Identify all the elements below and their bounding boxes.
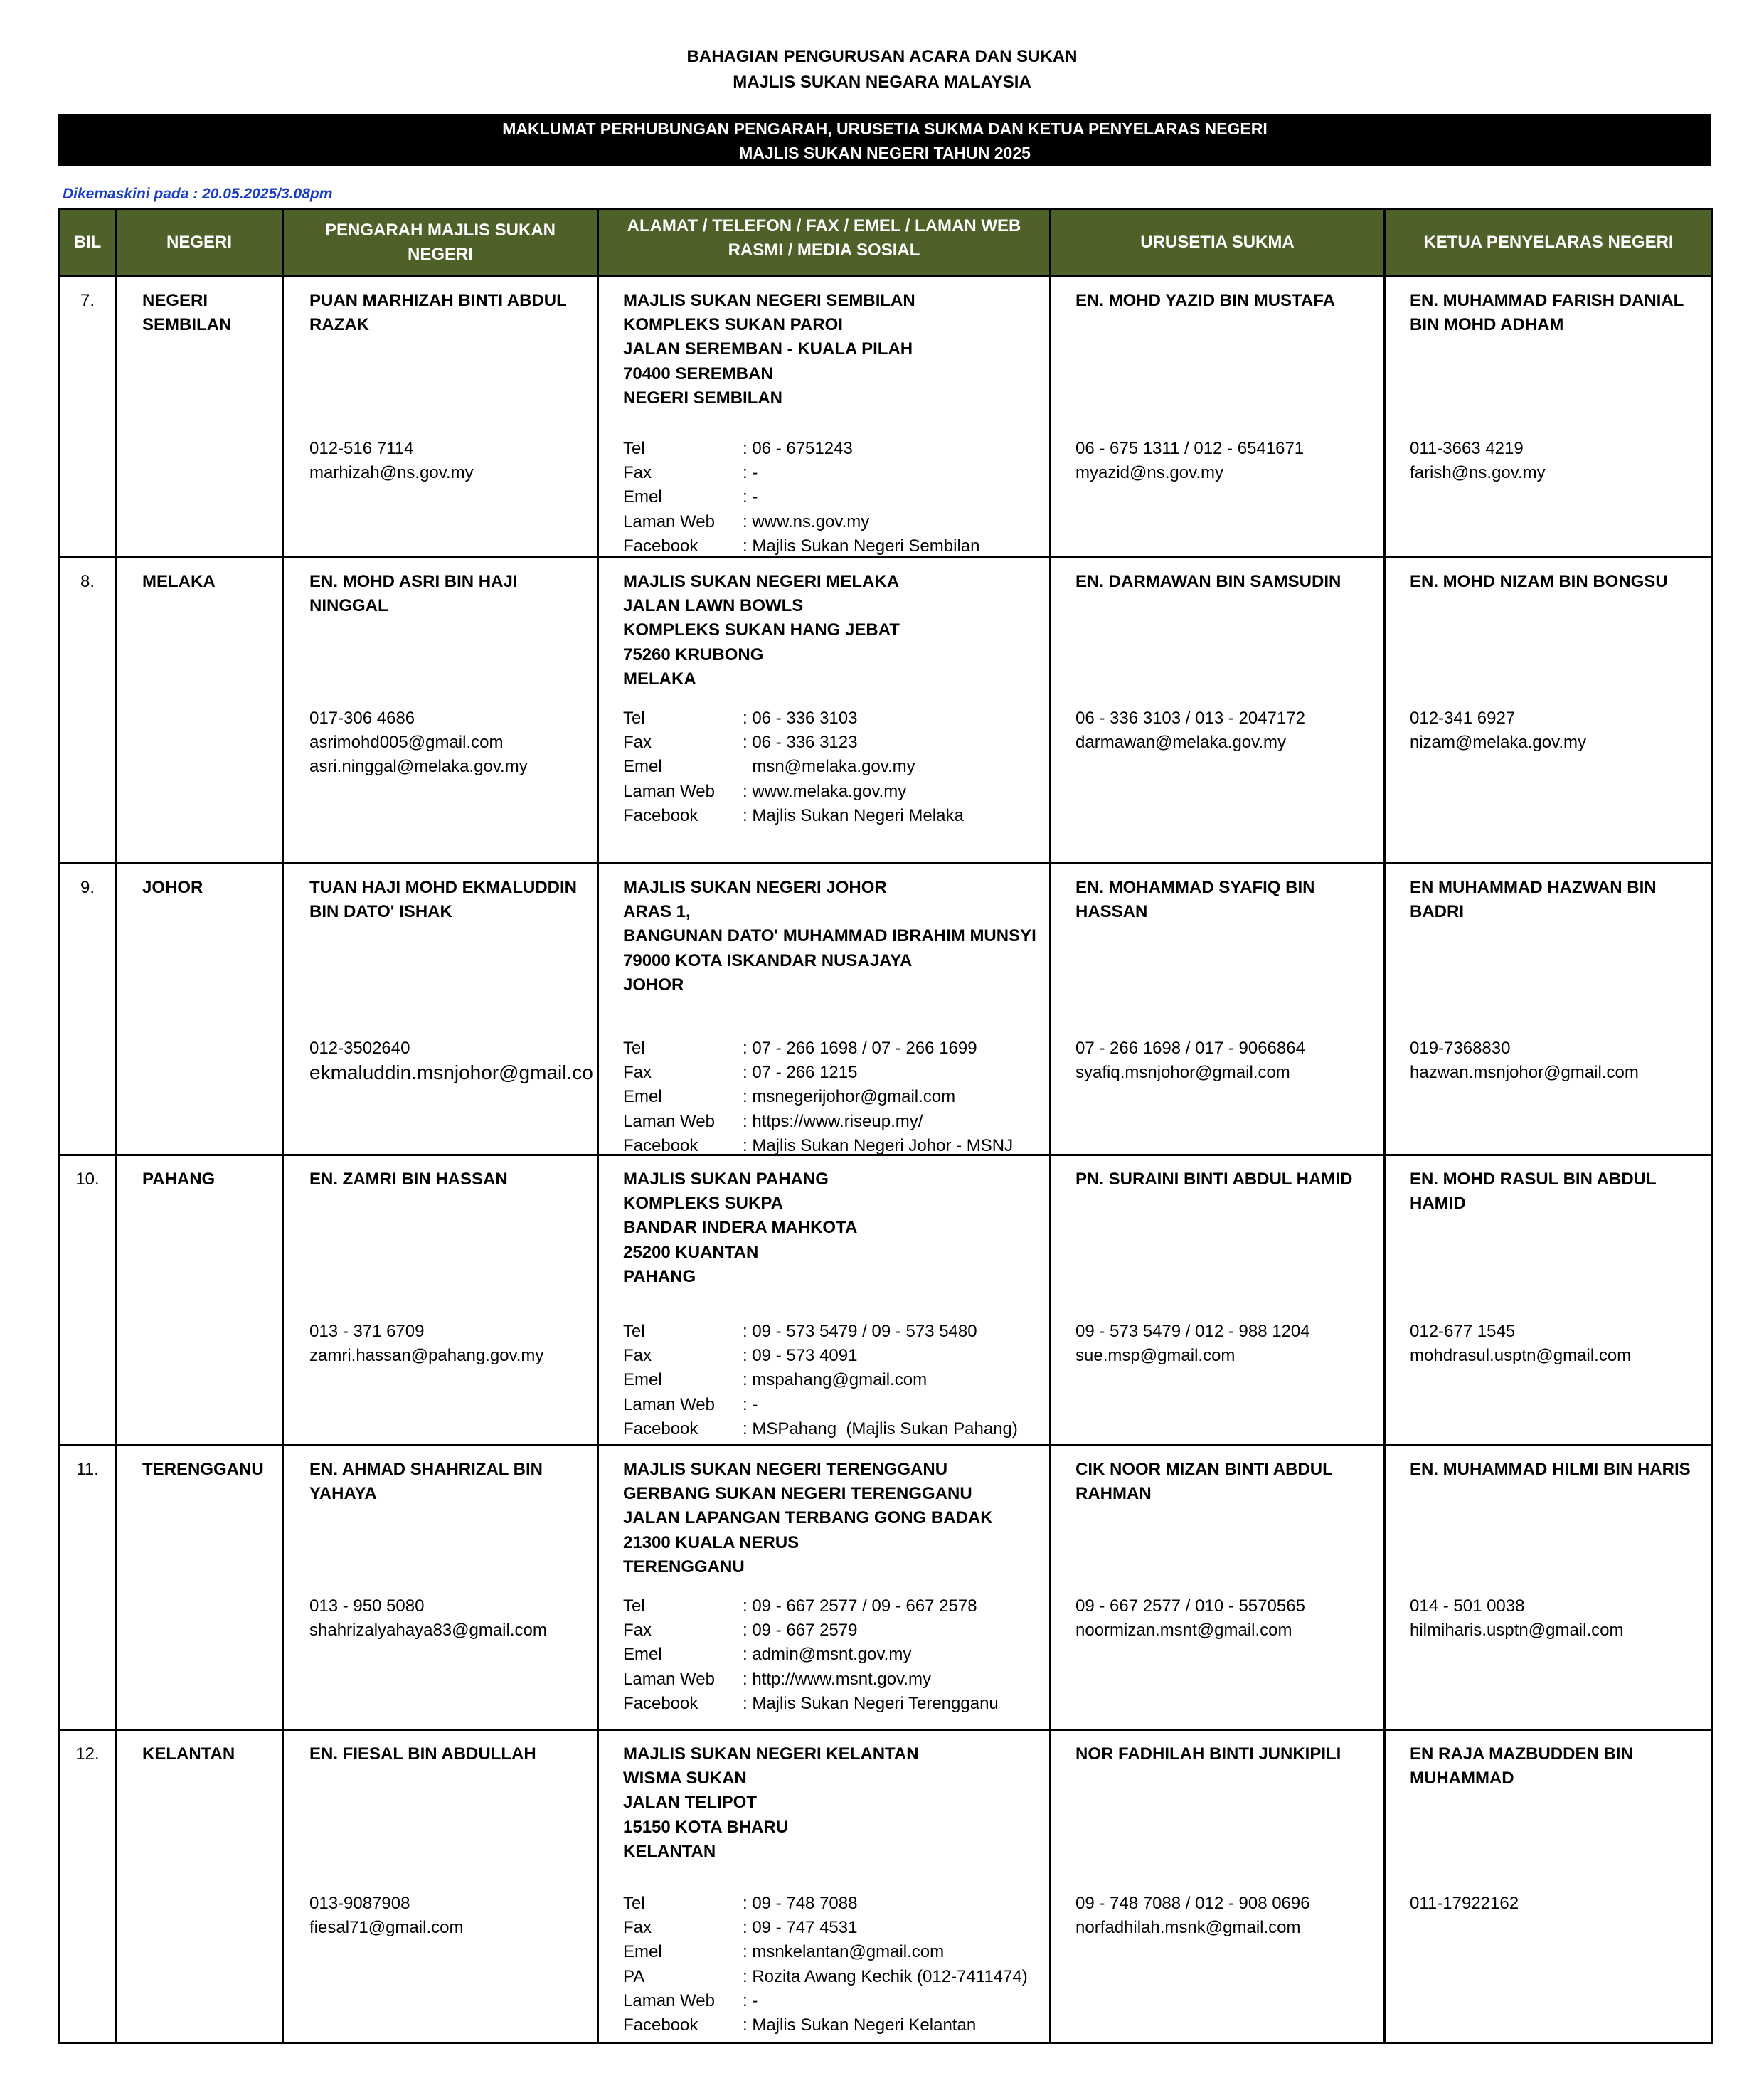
ketua-contact-line: mohdrasul.usptn@gmail.com — [1410, 1346, 1632, 1366]
contact-line — [623, 804, 964, 828]
cell-pengarah — [283, 558, 598, 864]
cell-bil — [60, 1446, 116, 1730]
cell-bil — [60, 1730, 116, 2043]
address-line: JOHOR — [623, 975, 684, 995]
contact-label: Fax — [623, 1063, 652, 1083]
address-line: JALAN TELIPOT — [623, 1793, 758, 1813]
pengarah-contact-line: asrimohd005@gmail.com — [309, 733, 504, 753]
ketua-contact-line: 014 - 501 0038 — [1410, 1596, 1525, 1616]
cell-negeri — [116, 864, 283, 1155]
ketua-name: EN. MUHAMMAD HILMI BIN HARIS — [1410, 1460, 1691, 1479]
last-updated: Dikemaskini pada : 20.05.2025/3.08pm — [63, 186, 333, 202]
contact-value: : Majlis Sukan Negeri Johor - MSNJ — [743, 1135, 1014, 1155]
pengarah-contact-line: asri.ninggal@melaka.gov.my — [309, 757, 528, 777]
ketua-contact-line: 011-17922162 — [1410, 1894, 1519, 1913]
contact-value: : www.ns.gov.my — [743, 512, 870, 531]
ketua-contact-line: hazwan.msnjohor@gmail.com — [1410, 1063, 1639, 1083]
pengarah-contact — [309, 1320, 543, 1368]
contact-line — [623, 1085, 1013, 1109]
cell-pengarah — [283, 277, 598, 558]
contact-line — [623, 1916, 1028, 1940]
address-block — [623, 1167, 1042, 1289]
contact-line — [623, 755, 964, 779]
address-line: 15150 KOTA BHARU — [623, 1817, 789, 1837]
alamat-contacts — [623, 706, 964, 828]
table-row — [60, 277, 1713, 558]
cell-urusetia — [1051, 558, 1385, 864]
cell-pengarah — [283, 864, 598, 1155]
address-line: GERBANG SUKAN NEGERI TERENGGANU — [623, 1484, 972, 1504]
alamat-block — [599, 864, 1049, 1153]
cell-alamat — [598, 1730, 1051, 2043]
address-line: MAJLIS SUKAN NEGERI MELAKA — [623, 572, 900, 591]
cell-pengarah — [283, 1446, 598, 1730]
ketua-contact-line: farish@ns.gov.my — [1410, 463, 1546, 483]
bil-value: 8. — [80, 572, 95, 591]
contact-value: : 06 - 336 3123 — [743, 733, 858, 753]
contact-label: Facebook — [623, 2015, 698, 2035]
cell-bil — [60, 864, 116, 1155]
urusetia-contact-line: 07 - 266 1698 / 017 - 9066864 — [1075, 1039, 1305, 1058]
pengarah-block — [284, 1446, 597, 1728]
contact-line — [623, 461, 979, 485]
cell-bil — [60, 1155, 116, 1446]
contact-value: : msnegerijohor@gmail.com — [743, 1087, 956, 1107]
contact-line — [623, 1965, 1028, 1989]
alamat-contacts — [623, 1892, 1028, 2037]
contact-value: : 09 - 573 4091 — [743, 1346, 858, 1366]
ketua-block — [1386, 1156, 1711, 1443]
cell-ketua — [1385, 1446, 1713, 1730]
contact-line — [623, 1134, 1013, 1158]
cell-negeri — [116, 1155, 283, 1446]
contact-value: : 06 - 336 3103 — [743, 709, 858, 728]
table-row — [60, 1155, 1713, 1446]
address-line: MELAKA — [623, 669, 696, 689]
address-line: 79000 KOTA ISKANDAR NUSAJAYA — [623, 950, 913, 970]
alamat-block — [599, 1446, 1049, 1728]
contact-line — [623, 510, 979, 534]
ketua-contact-line: 012-677 1545 — [1410, 1322, 1516, 1341]
urusetia-contact — [1075, 1320, 1310, 1368]
contact-value: : admin@msnt.gov.my — [743, 1645, 912, 1665]
contact-label: Emel — [623, 1645, 662, 1665]
cell-negeri — [116, 1730, 283, 2043]
pengarah-contact-line: 013 - 371 6709 — [309, 1322, 425, 1341]
pengarah-block — [284, 1731, 597, 2041]
contact-value: : - — [743, 1394, 758, 1414]
urusetia-contact — [1075, 437, 1304, 485]
address-line: MAJLIS SUKAN NEGERI JOHOR — [623, 878, 887, 897]
address-line: ARAS 1, — [623, 902, 691, 922]
pengarah-contact-line: shahrizalyahaya83@gmail.com — [309, 1621, 547, 1641]
pengarah-email: ekmaluddin.msnjohor@gmail.co — [309, 1061, 593, 1084]
contact-line — [623, 2013, 1028, 2037]
contact-line — [623, 1110, 1013, 1134]
pengarah-contact-line: fiesal71@gmail.com — [309, 1918, 464, 1938]
pengarah-block — [284, 277, 597, 556]
pengarah-contact — [309, 437, 474, 485]
cell-ketua — [1385, 277, 1713, 558]
contact-value: : - — [743, 463, 758, 483]
contact-value: : msnkelantan@gmail.com — [743, 1942, 945, 1962]
table-header-row — [60, 209, 1713, 277]
contact-label: Facebook — [623, 805, 698, 825]
ketua-block — [1386, 277, 1711, 556]
ketua-contact-line: nizam@melaka.gov.my — [1410, 733, 1586, 753]
urusetia-contact-line: darmawan@melaka.gov.my — [1075, 733, 1287, 753]
ketua-block — [1386, 864, 1711, 1153]
contact-line — [623, 1668, 999, 1692]
pengarah-block — [284, 558, 597, 862]
cell-ketua — [1385, 1155, 1713, 1446]
urusetia-contact-line: 09 - 748 7088 / 012 - 908 0696 — [1075, 1894, 1310, 1913]
alamat-block — [599, 277, 1049, 556]
urusetia-block — [1051, 1731, 1383, 2041]
cell-ketua — [1385, 558, 1713, 864]
contact-value: : mspahang@gmail.com — [743, 1370, 928, 1390]
ketua-contact — [1410, 1594, 1623, 1643]
ketua-contact-line: 012-341 6927 — [1410, 709, 1516, 728]
contact-value: : MSPahang (Majlis Sukan Pahang) — [743, 1419, 1018, 1438]
negeri-name: KELANTAN — [142, 1744, 235, 1764]
cell-alamat — [598, 1446, 1051, 1730]
urusetia-block — [1051, 277, 1383, 556]
urusetia-name: NOR FADHILAH BINTI JUNKIPILI — [1075, 1744, 1341, 1764]
pengarah-contact-line: 013-9087908 — [309, 1894, 410, 1913]
address-line: KOMPLEKS SUKAN HANG JEBAT — [623, 620, 900, 640]
header-line-1: BAHAGIAN PENGURUSAN ACARA DAN SUKAN — [686, 47, 1078, 66]
cell-alamat — [598, 558, 1051, 864]
urusetia-contact-line: syafiq.msnjohor@gmail.com — [1075, 1063, 1290, 1083]
cell-bil — [60, 277, 116, 558]
contact-line — [623, 706, 964, 731]
ketua-name: EN. MUHAMMAD FARISH DANIAL BIN MOHD ADHAM — [1410, 291, 1684, 335]
urusetia-name: EN. MOHAMMAD SYAFIQ BIN HASSAN — [1075, 878, 1315, 922]
urusetia-name: CIK NOOR MIZAN BINTI ABDUL RAHMAN — [1075, 1460, 1333, 1504]
address-line: 70400 SEREMBAN — [623, 364, 773, 383]
urusetia-name: EN. DARMAWAN BIN SAMSUDIN — [1075, 572, 1341, 591]
urusetia-contact-line: 06 - 336 3103 / 013 - 2047172 — [1075, 709, 1305, 728]
contact-label: Fax — [623, 1346, 652, 1366]
cell-ketua — [1385, 1730, 1713, 2043]
negeri-name: PAHANG — [142, 1170, 216, 1189]
contact-line — [623, 731, 964, 755]
alamat-contacts — [623, 1037, 1013, 1158]
alamat-contacts — [623, 437, 979, 558]
contact-label: Facebook — [623, 1419, 698, 1438]
ketua-contact — [1410, 437, 1546, 485]
col-header-negeri: NEGERI — [116, 209, 283, 277]
col-header-bil: BIL — [60, 209, 116, 277]
address-line: 75260 KRUBONG — [623, 645, 764, 664]
pengarah-name: TUAN HAJI MOHD EKMALUDDIN BIN DATO' ISHAK — [309, 878, 577, 922]
contact-label: PA — [623, 1966, 645, 1986]
contact-line — [623, 1368, 1018, 1392]
contact-line — [623, 1320, 1018, 1344]
contact-line — [623, 437, 979, 461]
cell-alamat — [598, 1155, 1051, 1446]
contact-line — [623, 780, 964, 804]
contact-line — [623, 1417, 1018, 1441]
contact-value: : http://www.msnt.gov.my — [743, 1669, 931, 1689]
contact-label: Laman Web — [623, 1991, 715, 2010]
pengarah-name: EN. ZAMRI BIN HASSAN — [309, 1170, 508, 1189]
cell-pengarah — [283, 1155, 598, 1446]
contact-value: : 09 - 667 2577 / 09 - 667 2578 — [743, 1596, 977, 1616]
urusetia-contact-line: norfadhilah.msnk@gmail.com — [1075, 1918, 1301, 1938]
negeri-name: TERENGGANU — [142, 1460, 264, 1479]
bil-value: 10. — [75, 1170, 100, 1189]
ketua-contact — [1410, 1892, 1519, 1916]
contact-value: : https://www.riseup.my/ — [743, 1111, 923, 1131]
contact-line — [623, 1344, 1018, 1368]
alamat-contacts — [623, 1594, 999, 1716]
contact-value: : 07 - 266 1215 — [743, 1063, 858, 1083]
address-block — [623, 289, 1042, 410]
contact-value: : 09 - 748 7088 — [743, 1894, 858, 1913]
ketua-name: EN. MOHD NIZAM BIN BONGSU — [1410, 572, 1668, 591]
urusetia-contact — [1075, 1892, 1310, 1940]
address-line: KOMPLEKS SUKAN PAROI — [623, 315, 843, 335]
pengarah-contact-line: 013 - 950 5080 — [309, 1596, 425, 1616]
cell-urusetia — [1051, 1446, 1385, 1730]
contact-label: Tel — [623, 1894, 645, 1913]
contact-line — [623, 1393, 1018, 1417]
ketua-block — [1386, 1731, 1711, 2041]
urusetia-contact-line: noormizan.msnt@gmail.com — [1075, 1621, 1292, 1641]
contact-label: Laman Web — [623, 781, 715, 801]
contact-value: : Majlis Sukan Negeri Melaka — [743, 805, 964, 825]
contact-value: : www.melaka.gov.my — [743, 781, 907, 801]
bil-value: 12. — [75, 1744, 100, 1764]
contact-value: : - — [743, 487, 758, 507]
address-line: MAJLIS SUKAN NEGERI TERENGGANU — [623, 1460, 948, 1479]
urusetia-block — [1051, 558, 1383, 862]
col-header-pengarah: PENGARAH MAJLIS SUKAN NEGERI — [283, 209, 598, 277]
cell-alamat — [598, 277, 1051, 558]
pengarah-contact — [309, 1594, 547, 1643]
table-row — [60, 864, 1713, 1155]
ketua-contact — [1410, 1037, 1639, 1085]
contact-value: : Majlis Sukan Negeri Terengganu — [743, 1693, 999, 1713]
pengarah-name: EN. MOHD ASRI BIN HAJI NINGGAL — [309, 572, 518, 616]
col-header-alamat: ALAMAT / TELEFON / FAX / EMEL / LAMAN WEB RASMI / MEDIA SOSIAL — [598, 209, 1051, 277]
address-block — [623, 1458, 1042, 1579]
contact-label: Emel — [623, 487, 662, 507]
urusetia-contact-line: sue.msp@gmail.com — [1075, 1346, 1236, 1366]
contact-label: Laman Web — [623, 1394, 715, 1414]
cell-negeri — [116, 558, 283, 864]
cell-urusetia — [1051, 1730, 1385, 2043]
urusetia-contact-line: myazid@ns.gov.my — [1075, 463, 1223, 483]
contact-label: Facebook — [623, 1135, 698, 1155]
alamat-block — [599, 558, 1049, 862]
contact-label: Laman Web — [623, 512, 715, 531]
address-line: BANGUNAN DATO' MUHAMMAD IBRAHIM MUNSYI — [623, 926, 1036, 946]
ketua-contact-line: 011-3663 4219 — [1410, 439, 1524, 458]
pengarah-contact — [309, 1037, 593, 1085]
urusetia-block — [1051, 1156, 1383, 1443]
alamat-block — [599, 1156, 1049, 1443]
contact-label: Emel — [623, 1942, 662, 1962]
pengarah-block — [284, 864, 597, 1153]
contact-line — [623, 1989, 1028, 2013]
table-row — [60, 558, 1713, 864]
address-line: PAHANG — [623, 1266, 696, 1286]
col-header-urusetia: URUSETIA SUKMA — [1051, 209, 1385, 277]
address-line: WISMA SUKAN — [623, 1769, 747, 1788]
contact-label: Emel — [623, 757, 662, 777]
contact-line — [623, 1618, 999, 1643]
contact-value: : Rozita Awang Kechik (012-7411474) — [743, 1966, 1028, 1986]
address-line: MAJLIS SUKAN NEGERI SEMBILAN — [623, 291, 915, 310]
negeri-name: JOHOR — [142, 878, 203, 897]
address-line: NEGERI SEMBILAN — [623, 388, 783, 408]
pengarah-contact-line: 012-3502640 — [309, 1039, 410, 1058]
pengarah-contact-line: zamri.hassan@pahang.gov.my — [309, 1346, 544, 1366]
contact-label: Tel — [623, 709, 645, 728]
ketua-block — [1386, 558, 1711, 862]
pengarah-name: PUAN MARHIZAH BINTI ABDUL RAZAK — [309, 291, 567, 335]
cell-pengarah — [283, 1730, 598, 2043]
bil-value: 9. — [80, 878, 95, 897]
cell-urusetia — [1051, 864, 1385, 1155]
contact-label: Fax — [623, 1918, 652, 1938]
contact-label: Tel — [623, 1322, 645, 1341]
col-header-ketua: KETUA PENYELARAS NEGERI — [1385, 209, 1713, 277]
cell-negeri — [116, 1446, 283, 1730]
contact-label: Laman Web — [623, 1111, 715, 1131]
urusetia-name: EN. MOHD YAZID BIN MUSTAFA — [1075, 291, 1335, 310]
contact-table — [58, 208, 1713, 2044]
address-line: MAJLIS SUKAN PAHANG — [623, 1170, 829, 1189]
table-row — [60, 1730, 1713, 2043]
contact-line — [623, 1940, 1028, 1964]
address-block — [623, 570, 1042, 691]
ketua-name: EN. MOHD RASUL BIN ABDUL HAMID — [1410, 1170, 1657, 1214]
urusetia-block — [1051, 864, 1383, 1153]
urusetia-contact — [1075, 706, 1305, 755]
header-line-2: MAJLIS SUKAN NEGARA MALAYSIA — [733, 73, 1031, 92]
contact-value: : 06 - 6751243 — [743, 439, 853, 458]
address-line: JALAN SEREMBAN - KUALA PILAH — [623, 339, 913, 359]
contact-value: : 09 - 573 5479 / 09 - 573 5480 — [743, 1322, 977, 1341]
pengarah-contact — [309, 706, 528, 780]
negeri-name: NEGERI SEMBILAN — [142, 291, 232, 335]
contact-line — [623, 1892, 1028, 1916]
address-line: 25200 KUANTAN — [623, 1242, 759, 1262]
contact-line — [623, 1037, 1013, 1061]
contact-label: Facebook — [623, 1693, 698, 1713]
contact-line — [623, 1692, 999, 1716]
pengarah-contact-line: marhizah@ns.gov.my — [309, 463, 474, 483]
address-line: JALAN LAPANGAN TERBANG GONG BADAK — [623, 1508, 993, 1528]
urusetia-name: PN. SURAINI BINTI ABDUL HAMID — [1075, 1170, 1353, 1189]
alamat-contacts — [623, 1320, 1018, 1441]
urusetia-contact-line: 06 - 675 1311 / 012 - 6541671 — [1075, 439, 1305, 458]
urusetia-block — [1051, 1446, 1383, 1728]
contact-value: : Majlis Sukan Negeri Sembilan — [743, 536, 980, 556]
contact-label: Fax — [623, 733, 652, 753]
ketua-block — [1386, 1446, 1711, 1728]
address-line: MAJLIS SUKAN NEGERI KELANTAN — [623, 1744, 919, 1764]
ketua-name: EN MUHAMMAD HAZWAN BIN BADRI — [1410, 878, 1657, 922]
pengarah-block — [284, 1156, 597, 1443]
cell-bil — [60, 558, 116, 864]
contact-label: Emel — [623, 1370, 662, 1390]
address-line: KELANTAN — [623, 1841, 716, 1861]
ketua-contact — [1410, 706, 1586, 755]
contact-line — [623, 1061, 1013, 1085]
cell-alamat — [598, 864, 1051, 1155]
title-banner — [58, 114, 1711, 166]
address-block — [623, 1742, 1042, 1864]
contact-label: Emel — [623, 1087, 662, 1107]
contact-line — [623, 534, 979, 558]
contact-label: Tel — [623, 439, 645, 458]
ketua-name: EN RAJA MAZBUDDEN BIN MUHAMMAD — [1410, 1744, 1633, 1788]
pengarah-contact-line: 017-306 4686 — [309, 709, 415, 728]
address-line: JALAN LAWN BOWLS — [623, 596, 804, 616]
pengarah-contact — [309, 1892, 463, 1940]
urusetia-contact — [1075, 1594, 1305, 1643]
bil-value: 11. — [76, 1460, 99, 1479]
contact-value: : Majlis Sukan Negeri Kelantan — [743, 2015, 977, 2035]
contact-line — [623, 485, 979, 509]
contact-label: Fax — [623, 463, 652, 483]
pengarah-name: EN. AHMAD SHAHRIZAL BIN YAHAYA — [309, 1460, 543, 1504]
cell-negeri — [116, 277, 283, 558]
contact-value: : 09 - 667 2579 — [743, 1621, 858, 1641]
bil-value: 7. — [80, 291, 95, 310]
contact-value: msn@melaka.gov.my — [743, 757, 915, 777]
ketua-contact-line: hilmiharis.usptn@gmail.com — [1410, 1621, 1624, 1641]
banner-line-1: MAKLUMAT PERHUBUNGAN PENGARAH, URUSETIA SUKMA DAN KETUA PENYELARAS NEGERI — [502, 120, 1268, 138]
contact-label: Tel — [623, 1039, 645, 1058]
pengarah-contact-line: 012-516 7114 — [309, 439, 414, 458]
contact-value: : 07 - 266 1698 / 07 - 266 1699 — [743, 1039, 977, 1058]
urusetia-contact — [1075, 1037, 1305, 1085]
ketua-contact — [1410, 1320, 1631, 1368]
contact-line — [623, 1594, 999, 1618]
address-line: 21300 KUALA NERUS — [623, 1532, 799, 1552]
table-row — [60, 1446, 1713, 1730]
contact-value: : 09 - 747 4531 — [743, 1918, 858, 1938]
urusetia-contact-line: 09 - 667 2577 / 010 - 5570565 — [1075, 1596, 1305, 1616]
address-line: TERENGGANU — [623, 1557, 745, 1576]
address-line: BANDAR INDERA MAHKOTA — [623, 1218, 858, 1238]
contact-label: Facebook — [623, 536, 698, 556]
cell-urusetia — [1051, 1155, 1385, 1446]
alamat-block — [599, 1731, 1049, 2041]
pengarah-name: EN. FIESAL BIN ABDULLAH — [309, 1744, 536, 1764]
banner-line-2: MAJLIS SUKAN NEGERI TAHUN 2025 — [739, 144, 1031, 162]
cell-ketua — [1385, 864, 1713, 1155]
cell-urusetia — [1051, 277, 1385, 558]
address-block — [623, 876, 1042, 997]
address-line: KOMPLEKS SUKPA — [623, 1194, 783, 1214]
contact-value: : - — [743, 1991, 758, 2010]
contact-label: Laman Web — [623, 1669, 715, 1689]
contact-label: Tel — [623, 1596, 645, 1616]
contact-line — [623, 1643, 999, 1667]
contact-label: Fax — [623, 1621, 652, 1641]
ketua-contact-line: 019-7368830 — [1410, 1039, 1511, 1058]
urusetia-contact-line: 09 - 573 5479 / 012 - 988 1204 — [1075, 1322, 1310, 1341]
negeri-name: MELAKA — [142, 572, 216, 591]
